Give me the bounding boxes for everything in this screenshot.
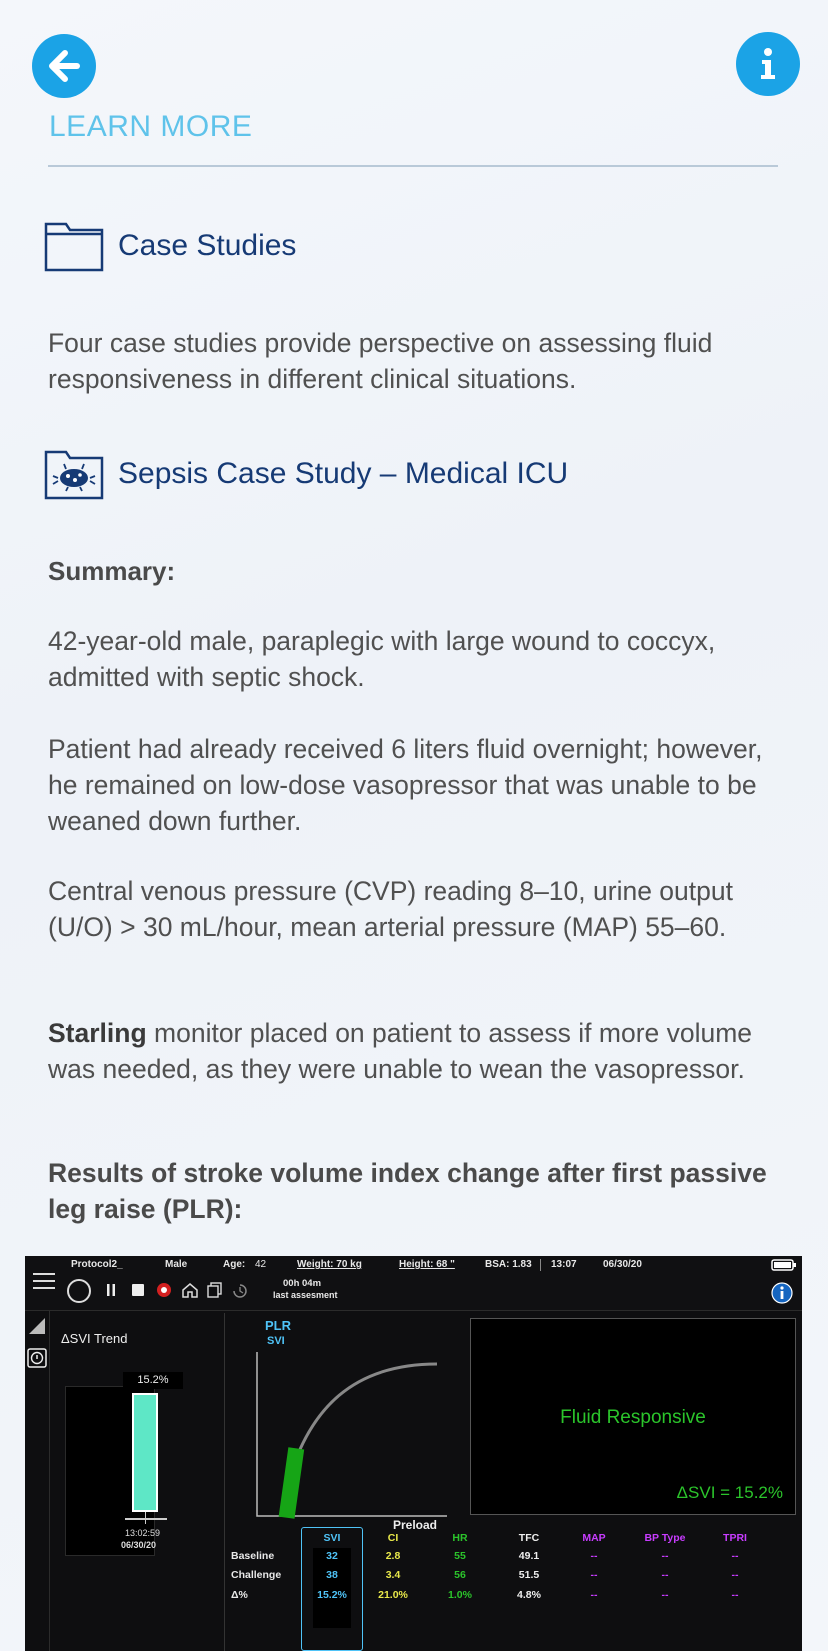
age-label: Age: (223, 1259, 246, 1270)
cell-baseline-ci: 2.8 (385, 1550, 401, 1562)
results-heading: Results of stroke volume index change after first passive leg raise (PLR): (48, 1158, 767, 1224)
home-icon[interactable] (181, 1282, 199, 1298)
row-label-delta: Δ% (231, 1589, 248, 1601)
plr-curve-chart (247, 1344, 457, 1524)
cell-delta-tpri: -- (731, 1589, 739, 1601)
patient-bsa: BSA: 1.83 (485, 1259, 532, 1270)
row-label-challenge: Challenge (231, 1569, 282, 1581)
cell-challenge-svi: 38 (326, 1569, 338, 1581)
clock-time: 13:07 (551, 1259, 577, 1270)
patient-age: 42 (255, 1259, 267, 1270)
summary-heading: Summary: (48, 556, 176, 586)
cell-baseline-tpri: -- (731, 1550, 739, 1562)
row-label-baseline: Baseline (231, 1550, 275, 1562)
battery-icon (771, 1259, 797, 1271)
elapsed-time: 00h 04m (283, 1278, 322, 1289)
protocol-name: Protocol2_ (71, 1259, 123, 1270)
resize-corner-icon[interactable] (27, 1316, 47, 1336)
cell-baseline-tfc: 49.1 (518, 1550, 540, 1562)
elapsed-subtitle: last assesment (273, 1290, 338, 1300)
pause-icon[interactable] (105, 1283, 117, 1297)
delta-svi-text: ΔSVI = 15.2% (676, 1483, 783, 1502)
col-header-tpri: TPRI (723, 1532, 747, 1544)
patient-sex: Male (165, 1259, 188, 1270)
col-header-svi: SVI (323, 1532, 341, 1544)
timer-icon[interactable] (27, 1348, 47, 1368)
starling-bold: Starling (48, 1018, 147, 1048)
cell-baseline-bp-type: -- (661, 1550, 669, 1562)
cell-challenge-hr: 56 (454, 1569, 466, 1581)
summary-paragraph-4 (48, 1015, 788, 1087)
cell-delta-hr: 1.0% (448, 1589, 472, 1601)
summary-paragraph-1: 42-year-old male, paraplegic with large wound to coccyx, admitted with septic shock. (48, 626, 716, 692)
monitor-screenshot (25, 1256, 802, 1651)
cell-delta-bp-type: -- (661, 1589, 669, 1601)
stop-icon[interactable] (131, 1283, 145, 1297)
trend-shadow-bar (77, 1476, 132, 1502)
cell-baseline-map: -- (590, 1550, 598, 1562)
copy-icon[interactable] (207, 1282, 223, 1298)
info-icon (753, 46, 783, 82)
summary-paragraph-3: Central venous pressure (CVP) reading 8–10, urine output (U/O) > 30 mL/hour, mean arterial pressure (MAP) 55–60. (48, 876, 733, 942)
trend-bar (132, 1393, 158, 1512)
cell-baseline-svi: 32 (326, 1550, 338, 1562)
divider (540, 1259, 541, 1271)
cell-delta-ci: 21.0% (378, 1589, 408, 1601)
menu-icon[interactable] (32, 1271, 56, 1291)
summary-paragraph-2: Patient had already received 6 liters fluid overnight; however, he remained on low-dose vasopressor that was unable to be weaned down further. (48, 734, 763, 836)
summary-paragraph-4-text: monitor placed on patient to assess if more volume was needed, as they were unable to wean the vasopressor. (48, 1018, 753, 1084)
svi-trend-title: ΔSVI Trend (61, 1331, 128, 1346)
plr-subtitle: SVI (267, 1335, 285, 1347)
bacteria-folder-icon (44, 448, 106, 500)
cell-delta-svi: 15.2% (317, 1589, 347, 1601)
trend-axis-base (125, 1518, 167, 1520)
panel-divider (224, 1313, 225, 1651)
trend-date: 06/30/20 (121, 1540, 157, 1550)
trend-value: 15.2% (123, 1372, 183, 1389)
col-header-bp-type: BP Type (644, 1532, 686, 1544)
preload-label: Preload (393, 1518, 438, 1532)
divider (48, 165, 778, 167)
page-title: LEARN MORE (49, 110, 253, 143)
cell-challenge-map: -- (590, 1569, 598, 1581)
fluid-responsive-text: Fluid Responsive (560, 1407, 706, 1428)
cell-challenge-tfc: 51.5 (518, 1569, 540, 1581)
arrow-left-icon (45, 47, 83, 85)
col-header-tfc: TFC (518, 1532, 540, 1544)
plr-title: PLR (265, 1318, 291, 1333)
cell-challenge-tpri: -- (731, 1569, 739, 1581)
sepsis-case-study-label: Sepsis Case Study – Medical ICU (118, 457, 569, 490)
trend-time: 13:02:59 (125, 1528, 161, 1538)
cell-delta-tfc: 4.8% (517, 1589, 541, 1601)
case-studies-link[interactable] (44, 220, 296, 272)
sepsis-case-study-link[interactable] (44, 448, 568, 500)
back-button[interactable] (32, 34, 96, 98)
cell-delta-map: -- (590, 1589, 598, 1601)
patient-weight[interactable]: Weight: 70 kg (297, 1259, 362, 1270)
cell-baseline-hr: 55 (454, 1550, 466, 1562)
col-header-ci: CI (387, 1532, 399, 1544)
history-icon[interactable] (231, 1282, 249, 1298)
result-panel (470, 1318, 796, 1515)
info-icon[interactable] (771, 1282, 793, 1304)
case-studies-description: Four case studies provide perspective on assessing fluid responsiveness in different clinical situations. (48, 328, 713, 394)
case-studies-label: Case Studies (118, 229, 297, 262)
plr-green-bar (279, 1447, 305, 1519)
alarm-icon[interactable] (155, 1281, 173, 1299)
col-header-map: MAP (582, 1532, 606, 1544)
progress-ring-icon (65, 1277, 93, 1305)
info-button[interactable] (736, 32, 800, 96)
col-header-hr: HR (452, 1532, 468, 1544)
cell-challenge-ci: 3.4 (385, 1569, 401, 1581)
clock-date: 06/30/20 (603, 1259, 642, 1270)
folder-icon (44, 220, 106, 272)
cell-challenge-bp-type: -- (661, 1569, 669, 1581)
patient-height[interactable]: Height: 68 " (399, 1259, 455, 1270)
